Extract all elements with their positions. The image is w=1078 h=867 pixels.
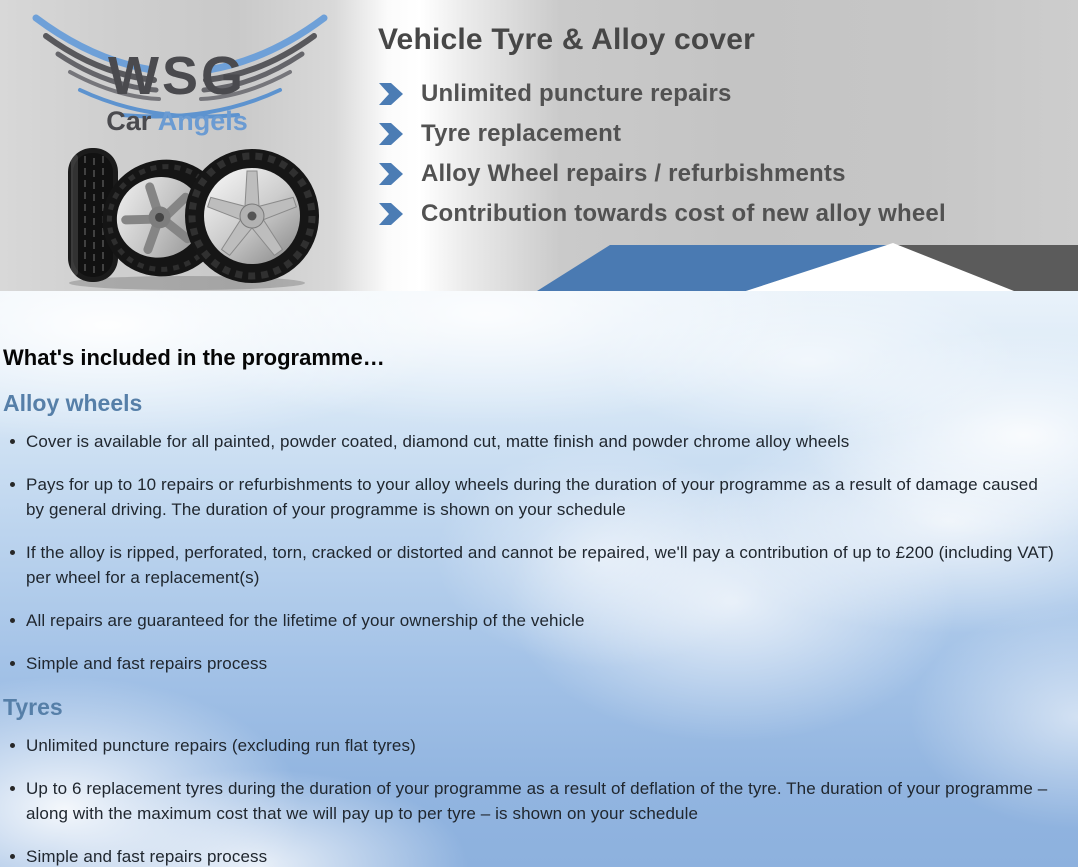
tyres-list bbox=[3, 733, 1056, 867]
bullet-item: If the alloy is ripped, perforated, torn, cracked or distorted and cannot be repaired, we'll pay a contribution of up to £200 (including VAT) per wheel for a replacement(s) bbox=[3, 540, 1056, 590]
alloy-wheels-heading: Alloy wheels bbox=[3, 390, 143, 416]
bullet-item: Simple and fast repairs process bbox=[3, 844, 1056, 867]
feature-label: Unlimited puncture repairs bbox=[421, 80, 732, 107]
bullet-item: Pays for up to 10 repairs or refurbishments to your alloy wheels during the duration of your programme as a result of damage caused by general driving. The duration of your programme is shown on your schedule bbox=[3, 472, 1056, 522]
brand-tagline-car: Car bbox=[106, 106, 158, 136]
alloy-wheels-list bbox=[3, 429, 1056, 676]
section-tyres bbox=[3, 694, 1078, 867]
section-alloy-wheels bbox=[3, 390, 1078, 676]
bullet-item: Unlimited puncture repairs (excluding run flat tyres) bbox=[3, 733, 1056, 758]
bullet-item: Simple and fast repairs process bbox=[3, 651, 1056, 676]
feature-label: Tyre replacement bbox=[421, 120, 622, 147]
banner-decor-shapes bbox=[0, 0, 1078, 291]
tyres-heading: Tyres bbox=[3, 694, 63, 720]
programme-details bbox=[0, 291, 1078, 867]
banner-title: Vehicle Tyre & Alloy cover bbox=[378, 23, 756, 56]
banner bbox=[0, 0, 1078, 291]
feature-label: Contribution towards cost of new alloy wheel bbox=[421, 200, 946, 227]
brand-tagline-angels: Angels bbox=[157, 106, 248, 136]
bullet-item: Cover is available for all painted, powder coated, diamond cut, matte finish and powder chrome alloy wheels bbox=[3, 429, 1056, 454]
bullet-item: All repairs are guaranteed for the lifetime of your ownership of the vehicle bbox=[3, 608, 1056, 633]
brand-name: WSG bbox=[108, 46, 246, 106]
bullet-item: Up to 6 replacement tyres during the duration of your programme as a result of deflation of the tyre. The duration of your programme – along with the maximum cost that we will pay up to per tyre – is shown on your schedule bbox=[3, 776, 1056, 826]
intro-heading: What's included in the programme… bbox=[3, 345, 385, 370]
feature-label: Alloy Wheel repairs / refurbishments bbox=[421, 160, 846, 187]
